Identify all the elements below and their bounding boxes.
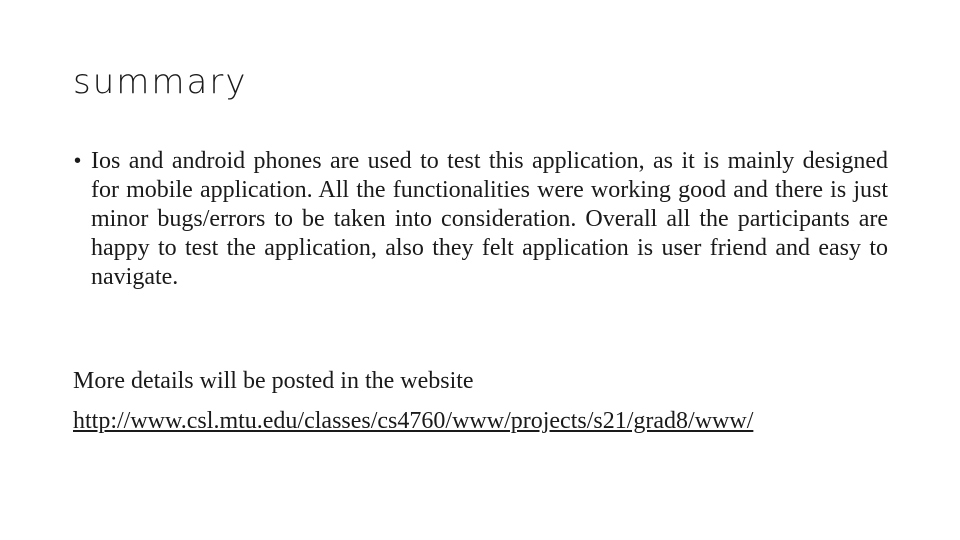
slide-title: summary [73,62,248,102]
website-link[interactable]: http://www.csl.mtu.edu/classes/cs4760/www/projects/s21/grad8/www/ [73,408,754,434]
more-details-text: More details will be posted in the website [73,368,474,394]
bullet-text: Ios and android phones are used to test this application, as it is mainly designed for mobile application. All the functionalities were working good and there is just minor bugs/errors to be taken into consideration. Overall all the participants are happy to test the application, also they felt application is user friend and easy to navigate. [91,148,888,290]
bullet-marker: • [74,150,82,172]
bullet-item [74,147,896,292]
